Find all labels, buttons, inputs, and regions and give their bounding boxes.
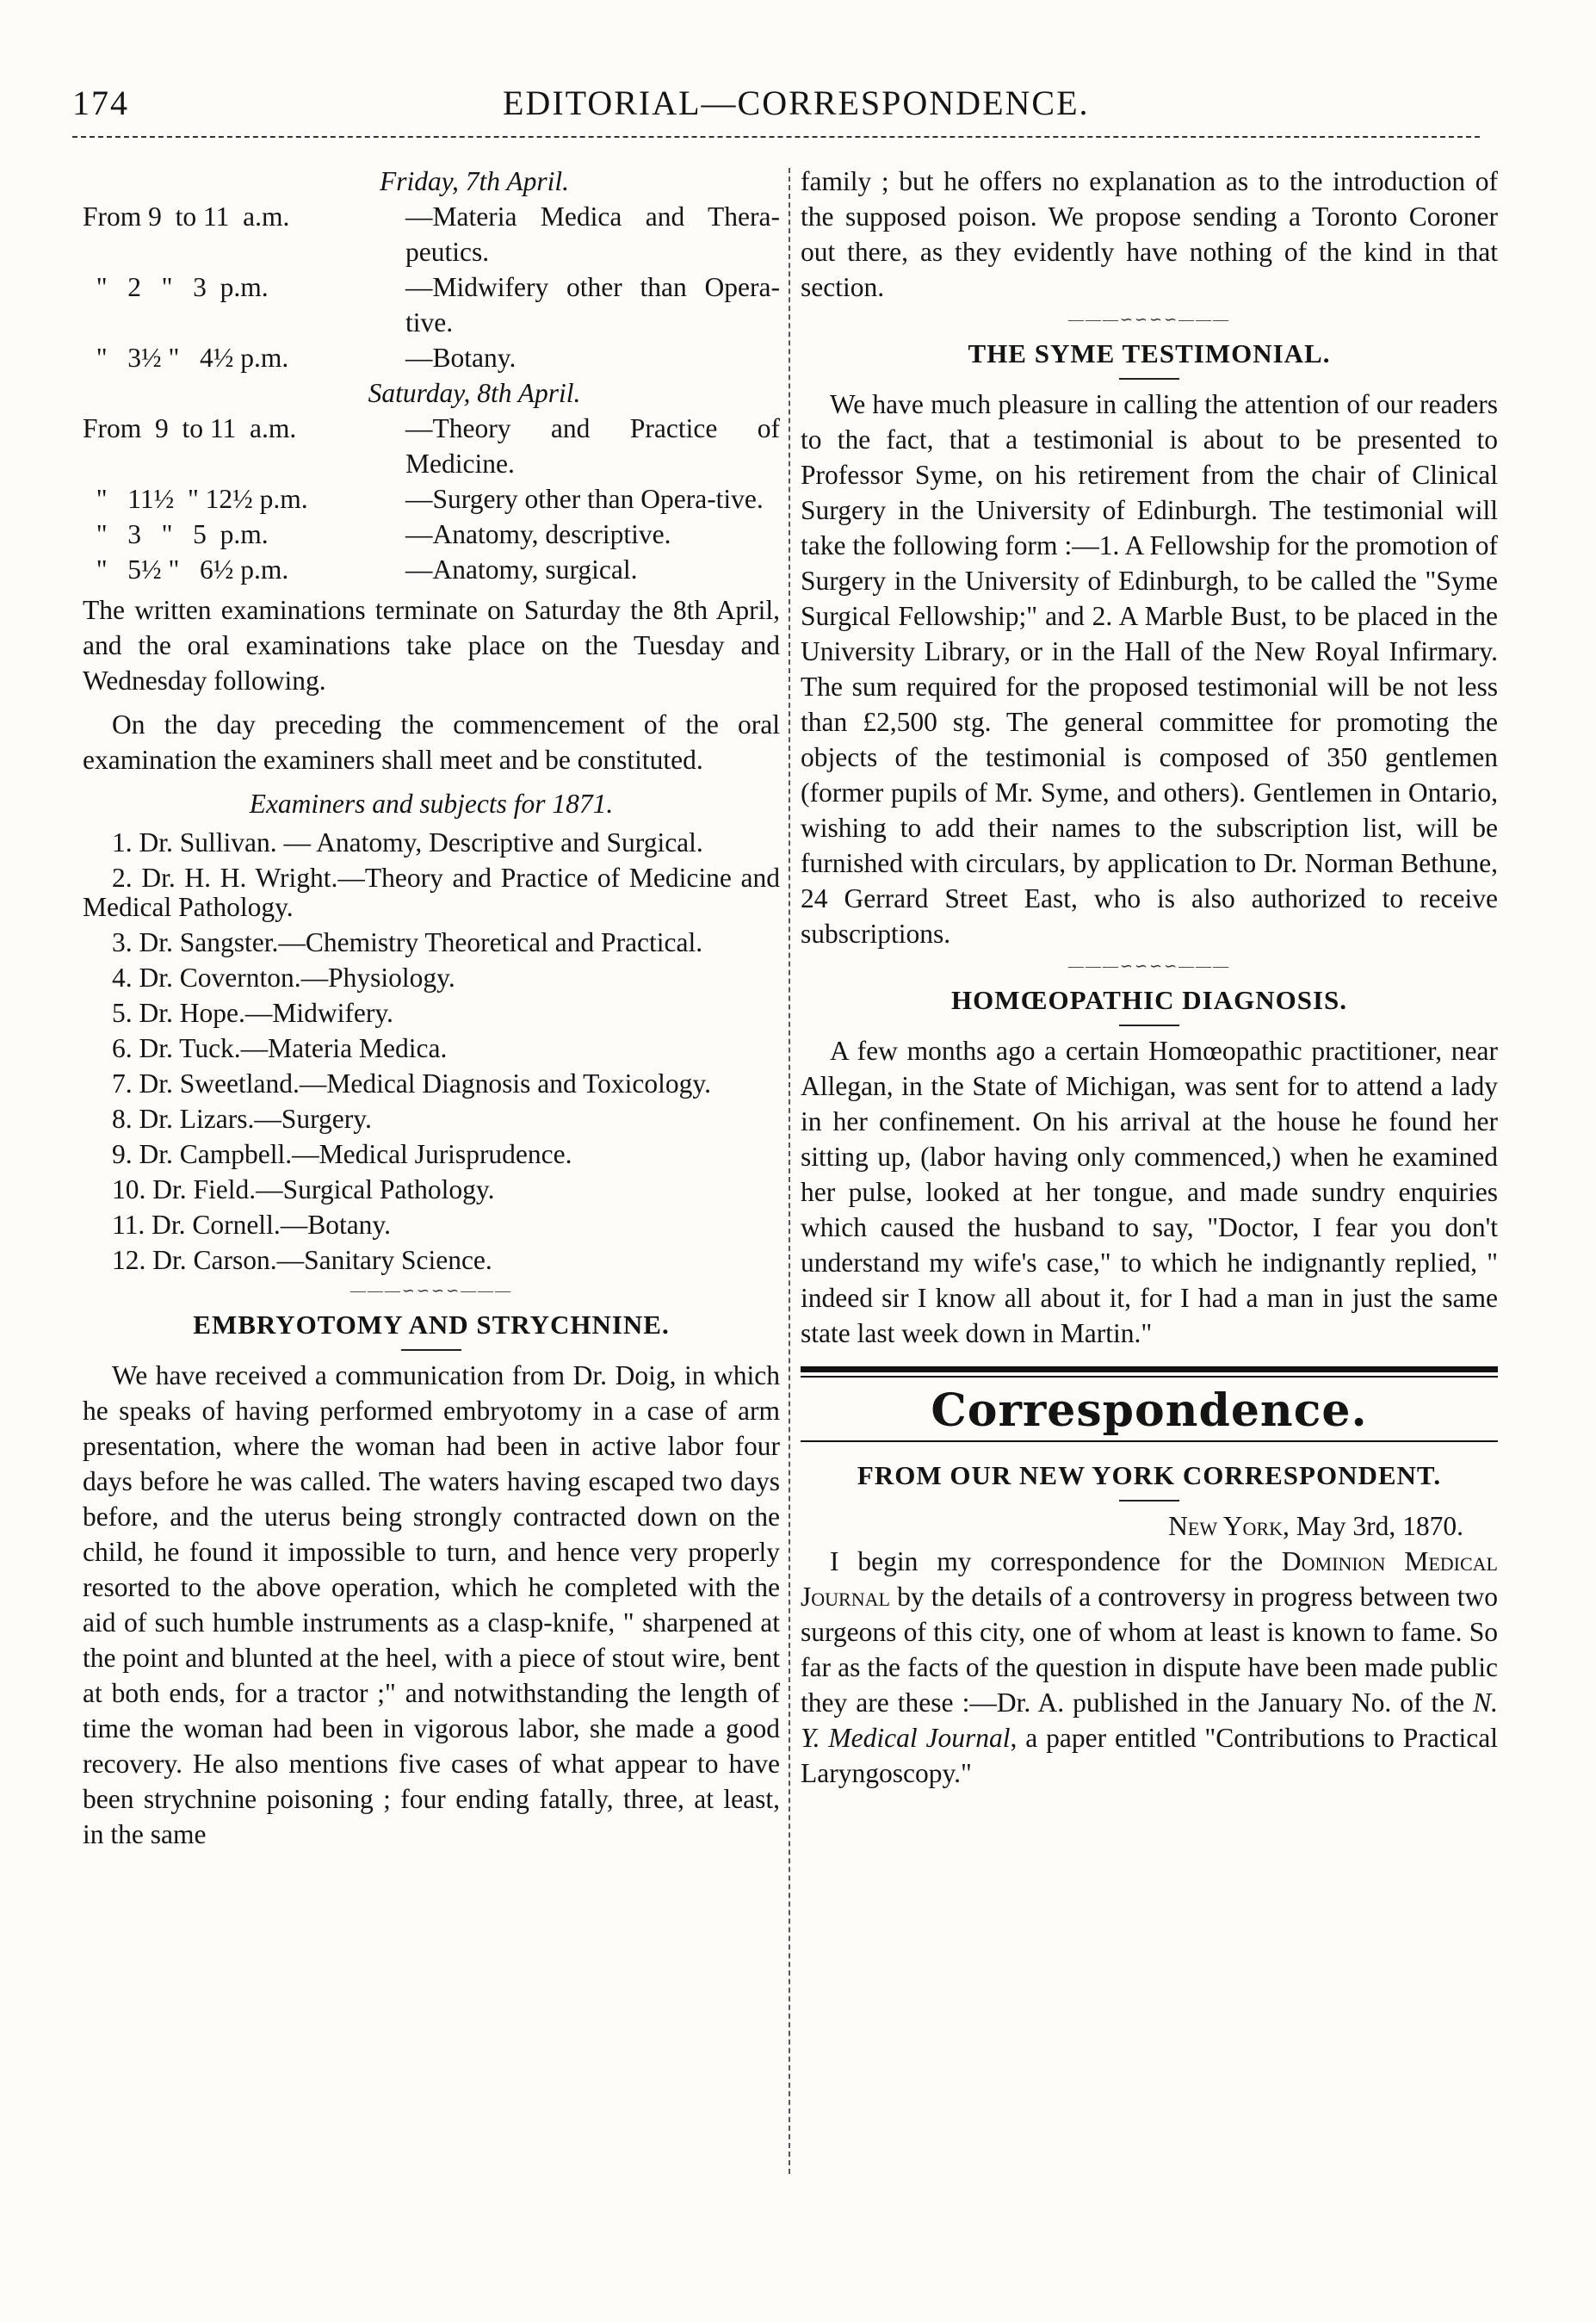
saturday-heading: Saturday, 8th April. [368,378,581,408]
examiner-item: 4. Dr. Covernton.—Physiology. [112,963,455,993]
schedule-time: " 2 " 3 p.m. [83,272,269,302]
dateline-date: May 3rd, 1870. [1289,1511,1463,1541]
homoeopathic-body: A few months ago a certain Homœopathic practitioner, near Allegan, in the State of Michigan, was sent for to attend a lady in her confinement. On his arrival at the house he found her sitting up, (labor having only commenced,) when he examined her pulse, looked at her tongue, and made sundry enquiries which caused the husband to say, "Doctor, I fear you don't understand my wife's case," to which he indignantly replied, " indeed sir I know all about it, for I had a man in just the same state last week down in Martin." [801,1036,1498,1348]
title-rule [1119,378,1179,380]
examiner-item: 9. Dr. Campbell.—Medical Jurisprudence. [112,1139,572,1169]
letter-text-end: , a paper entitled "Contributions to Practical Laryngoscopy." [801,1723,1498,1788]
schedule-subject: —Theory and Practice of Medicine. [405,413,780,479]
embryotomy-title: EMBRYOTOMY AND STRYCHNINE. [193,1310,670,1340]
schedule-time: " 5½ " 6½ p.m. [83,554,289,585]
schedule-row [83,481,780,517]
schedule-subject: —Surgery other than Opera-tive. [405,484,764,514]
examiner-item: 6. Dr. Tuck.—Materia Medica. [112,1033,448,1063]
ornamental-divider: ———∽∽∽∽——— [1067,957,1231,975]
examiner-item: 10. Dr. Field.—Surgical Pathology. [112,1174,495,1204]
correspondence-heading: Correspondence. [931,1384,1368,1437]
schedule-subject: —Anatomy, descriptive. [405,519,671,549]
schedule-row [83,340,780,375]
ornamental-divider: ———∽∽∽∽——— [1067,311,1231,328]
examiner-item: 12. Dr. Carson.—Sanitary Science. [112,1245,492,1275]
column-divider [789,168,790,2174]
schedule-row [83,552,780,587]
header-rule [72,136,1480,138]
letter-text-middle: by the details of a controversy in progress between two surgeons of this city, one of whom at least is known to fame. So far as the facts of the question in dispute have been made public they are these :—Dr. A. published in the January No. of the [801,1582,1498,1718]
examiner-item: 11. Dr. Cornell.—Botany. [112,1210,392,1240]
saturday-schedule [83,411,780,587]
syme-body: We have much pleasure in calling the attention of our readers to the fact, that a testimonial is about to be presented to Professor Syme, on his retirement from the chair of Clinical Surgery in the University of Edinburgh. The testimonial will take the following form :—1. A Fellowship for the promotion of Surgery in the University of Edinburgh, to be called the "Syme Surgical Fellowship;" and 2. A Marble Bust, to be placed in the University Library, or in the Hall of the New Royal Infirmary. The sum required for the proposed testimonial will be not less than £2,500 stg. The general committee for promoting the objects of the testimonial is composed of 350 gentlemen (former pupils of Mr. Syme, and others). Gentlemen in Ontario, wishing to add their names to the subscription list, will be furnished with circulars, by application to Dr. Norman Bethune, 24 Gerrard Street East, who is also authorized to receive subscriptions. [801,389,1498,949]
section-thin-rule [801,1376,1498,1378]
examiners-heading: Examiners and subjects for 1871. [249,789,614,819]
letter-dateline [801,1508,1463,1544]
friday-schedule [83,199,780,375]
section-thick-rule [801,1366,1498,1372]
letter-body [801,1544,1498,1791]
examiner-item: 3. Dr. Sangster.—Chemistry Theoretical and Practical. [112,927,703,957]
examiner-item: 8. Dr. Lizars.—Surgery. [112,1104,372,1134]
homoeopathic-title: HOMŒOPATHIC DIAGNOSIS. [950,985,1348,1015]
letter-text-start: I begin my correspondence for the [830,1546,1282,1576]
schedule-row [83,411,780,481]
title-rule [1119,1025,1179,1026]
schedule-subject: —Midwifery other than Opera-tive. [405,272,780,337]
right-column [801,164,1498,1791]
schedule-row [83,199,780,269]
embryotomy-body: We have received a communication from Dr. Doig, in which he speaks of having performed embryotomy in a case of arm presentation, where the woman had been in active labor four days before he was called. The waters having escaped two days before, and the uterus being strongly contracted down on the child, he found it impossible to turn, and hence very properly resorted to the above operation, which he completed with the aid of such humble instruments as a clasp-knife, " sharpened at the point and blunted at the heel, with a piece of stout wire, bent at both ends, for a tractor ;" and notwithstanding the length of time the woman had been in vigorous labor, she made a good recovery. He also mentions five cases of what appear to have been strychnine poisoning ; four ending fatally, three, at least, in the same [83,1360,780,1849]
page-number: 174 [72,84,129,122]
examiner-item: 2. Dr. H. H. Wright.—Theory and Practice of Medicine and Medical Pathology. [83,863,780,922]
written-exam-paragraph: The written examinations terminate on Saturday the 8th April, and the oral examinations take place on the Tuesday and Wednesday following. [83,595,780,696]
ornamental-divider: ———∽∽∽∽——— [350,1282,513,1299]
left-column [83,164,780,1852]
examiner-item: 5. Dr. Hope.—Midwifery. [112,998,393,1028]
oral-exam-paragraph: On the day preceding the commencement of the oral examination the examiners shall meet and be constituted. [83,709,780,775]
title-rule [1119,1500,1179,1502]
dateline-place: New York, [1168,1511,1290,1541]
examiner-item: 7. Dr. Sweetland.—Medical Diagnosis and Toxicology. [112,1068,711,1099]
examiner-item: 1. Dr. Sullivan. — Anatomy, Descriptive and Surgical. [112,827,703,858]
running-head [72,83,1480,134]
header-title: EDITORIAL—CORRESPONDENCE. [503,84,1090,122]
schedule-time: From 9 to 11 a.m. [83,413,297,443]
schedule-time: " 11½ " 12½ p.m. [83,484,308,514]
schedule-row [83,269,780,340]
title-rule [401,1349,461,1351]
schedule-subject: —Botany. [405,343,517,373]
examiners-list [83,828,780,1275]
letter-title: FROM OUR NEW YORK CORRESPONDENT. [857,1460,1442,1490]
schedule-time: " 3½ " 4½ p.m. [83,343,289,373]
schedule-time: " 3 " 5 p.m. [83,519,269,549]
ny-journal-name: N. Y. Medical Journal [801,1687,1498,1753]
continued-paragraph: family ; but he offers no explanation as to the introduction of the supposed poison. We propose sending a Toronto Coroner out there, as they evidently have nothing of the kind in that section. [801,166,1498,302]
friday-heading: Friday, 7th April. [380,166,569,196]
correspondence-rule [801,1440,1498,1442]
journal-name: Dominion Medical Journal [801,1546,1498,1612]
schedule-row [83,517,780,552]
schedule-time: From 9 to 11 a.m. [83,201,290,232]
syme-title: THE SYME TESTIMONIAL. [968,338,1331,368]
schedule-subject: —Materia Medica and Thera-peutics. [405,201,780,267]
schedule-subject: —Anatomy, surgical. [405,554,638,585]
